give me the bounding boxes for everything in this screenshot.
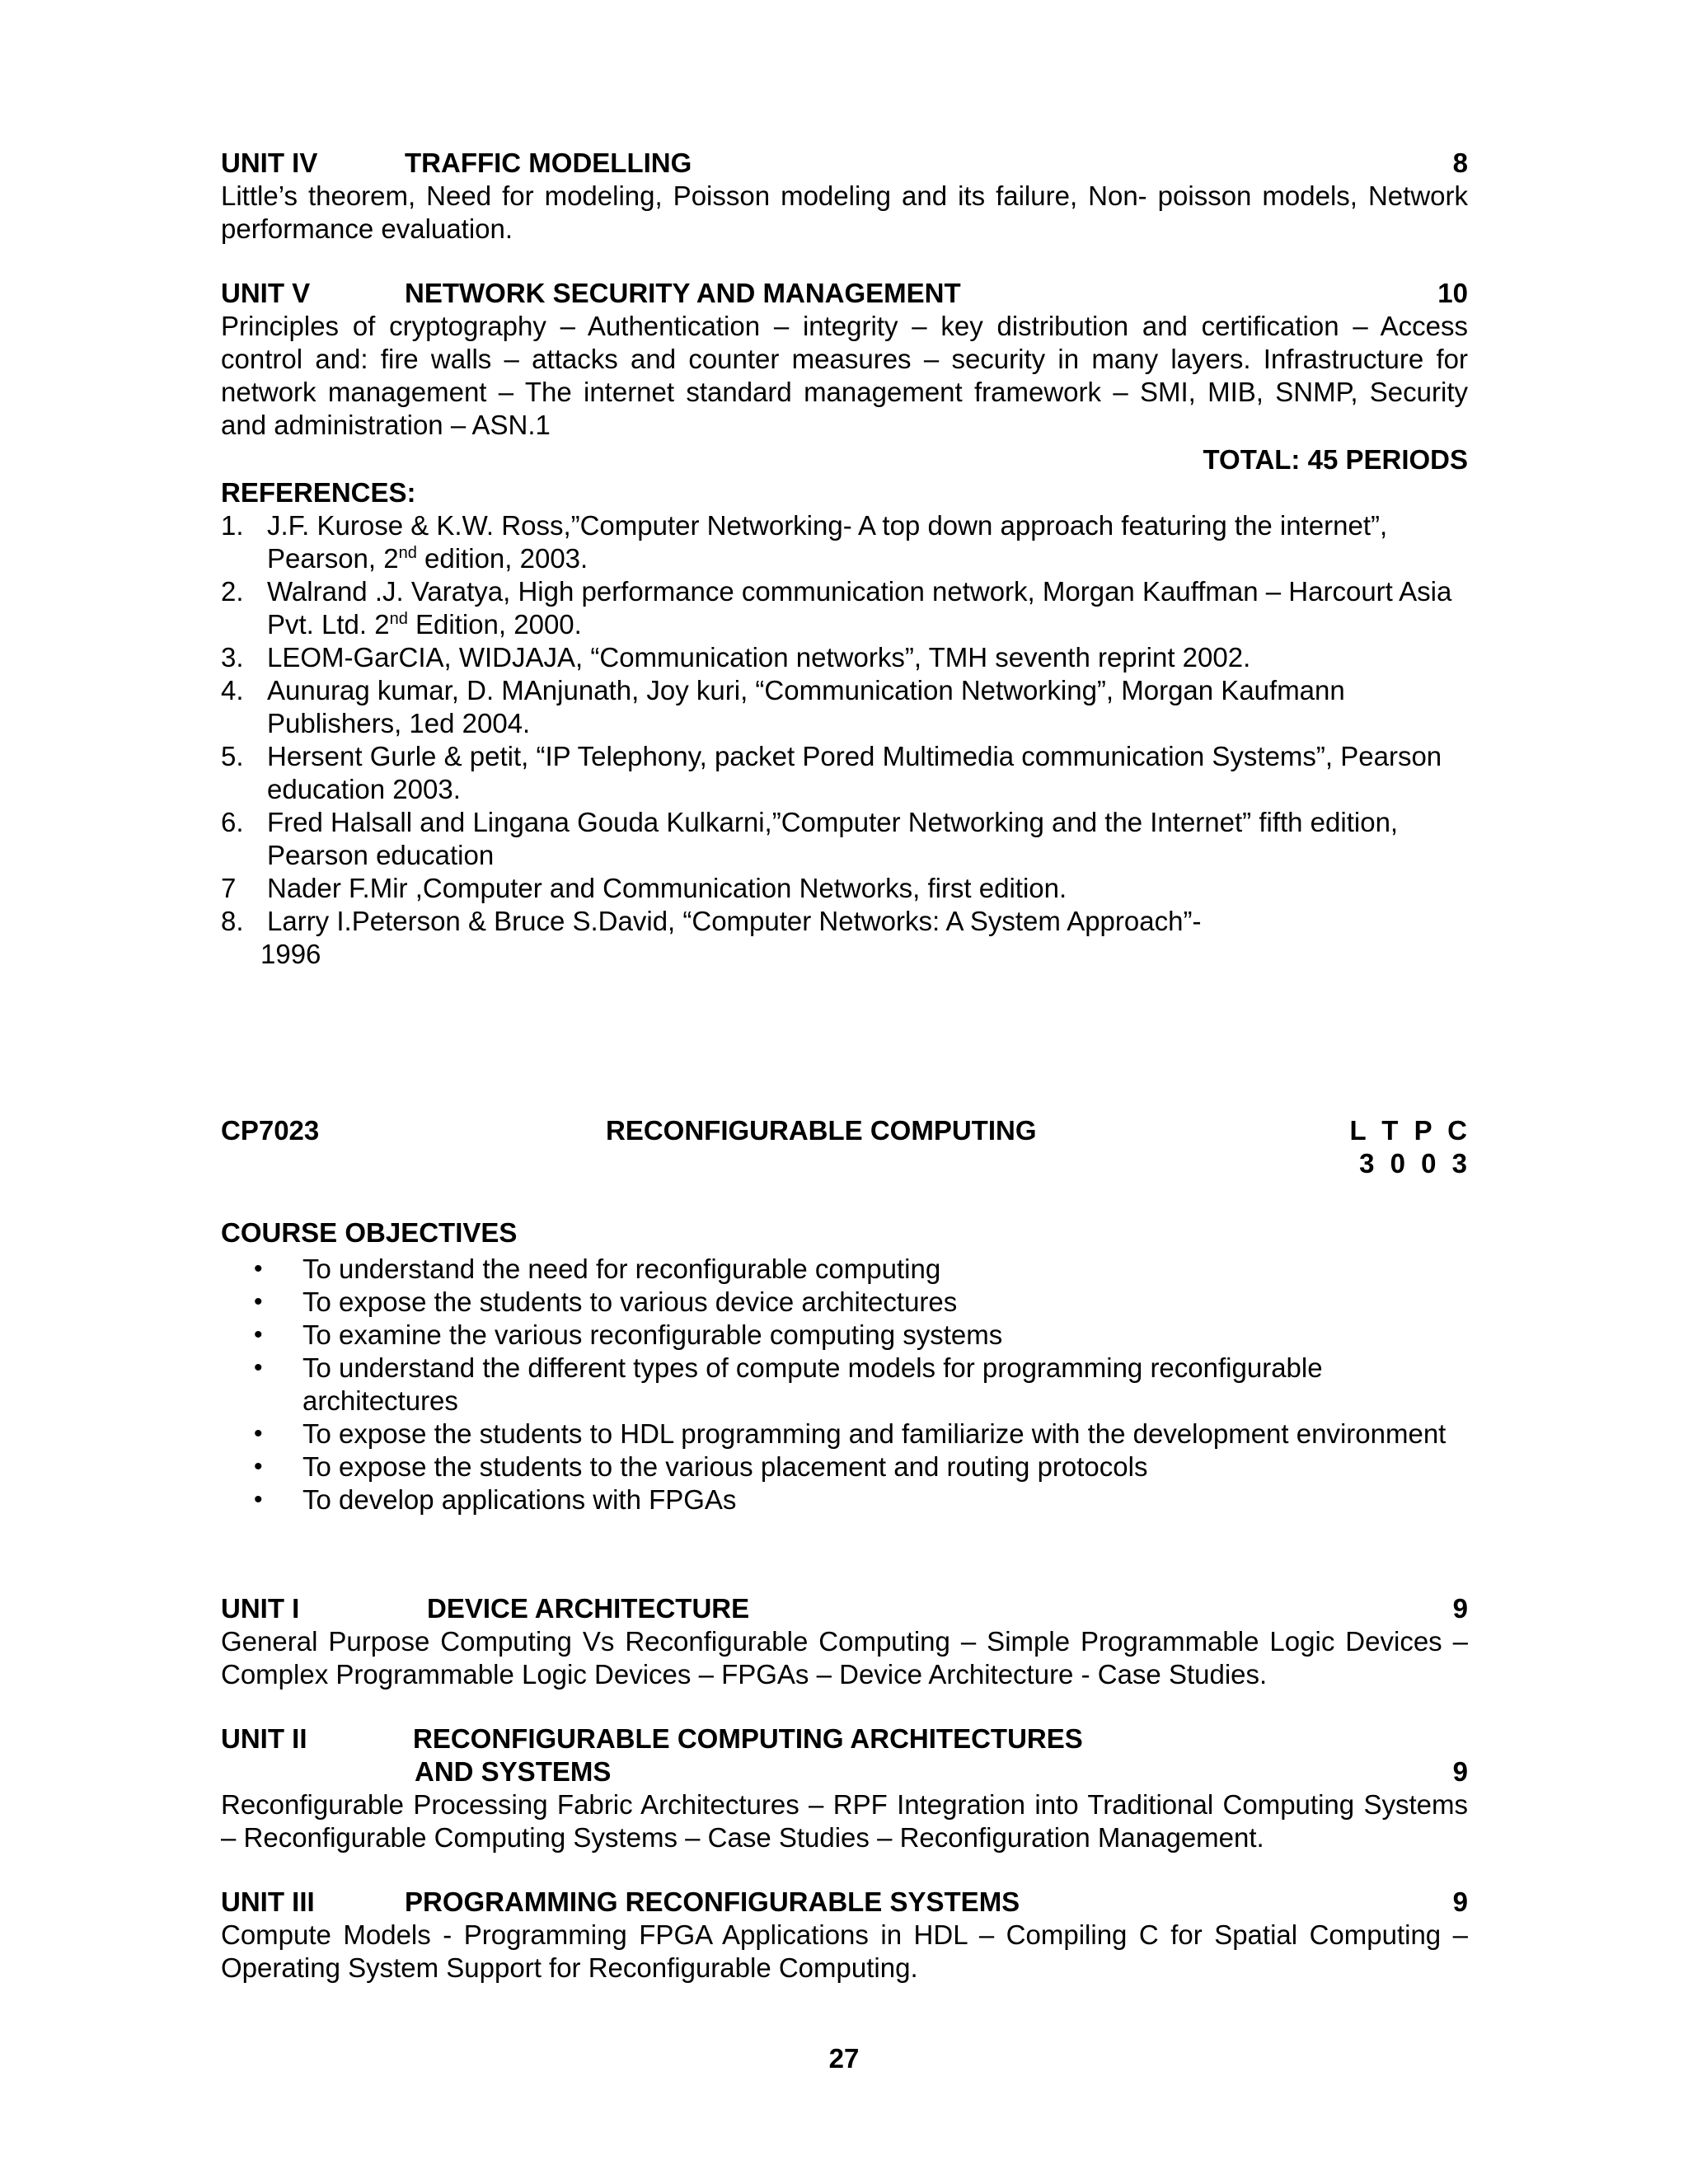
reference-number: 6. xyxy=(221,807,244,837)
unit2-heading xyxy=(221,1722,1468,1755)
unit3-body: Compute Models - Programming FPGA Applications in HDL – Compiling C for Spatial Computing – Operating System Support for Reconfigurable Computing. xyxy=(221,1919,1468,1983)
unit3-label: UNIT III xyxy=(221,1886,315,1917)
unit5-label: UNIT V xyxy=(221,278,311,308)
objective-item: • To understand the need for reconfigurable computing xyxy=(221,1253,1468,1286)
reference-text xyxy=(267,740,1468,806)
reference-text xyxy=(267,641,1468,674)
objective-item: • To expose the students to HDL programming and familiarize with the development environment xyxy=(221,1418,1468,1451)
reference-text xyxy=(267,575,1468,641)
unit2-label: UNIT II xyxy=(221,1723,307,1754)
reference-item xyxy=(221,905,1468,971)
objective-item: • To develop applications with FPGAs xyxy=(221,1483,1468,1516)
reference-item xyxy=(221,674,1468,740)
reference-item xyxy=(221,740,1468,806)
course-title: RECONFIGURABLE COMPUTING xyxy=(606,1115,1037,1146)
reference-item xyxy=(221,806,1468,872)
ltpc-header: L T P C xyxy=(1349,1115,1468,1146)
reference-number: 5. xyxy=(221,741,244,771)
unit2-section xyxy=(221,1722,1468,1854)
references-list xyxy=(221,509,1468,971)
unit4-section xyxy=(221,147,1468,246)
reference-year: 1996 xyxy=(260,939,321,969)
ltpc-values: 3 0 0 3 xyxy=(1359,1148,1468,1179)
reference-text-end: edition, 2003. xyxy=(416,543,588,574)
unit5-hours: 10 xyxy=(1437,278,1468,308)
reference-superscript: nd xyxy=(398,544,417,562)
unit1-body: General Purpose Computing Vs Reconfigurable Computing – Simple Programmable Logic Devices – Complex Programmable Logic Devices – FPGAs – Device Architecture - Case Studies. xyxy=(221,1626,1468,1690)
reference-text-main: J.F. Kurose & K.W. Ross,”Computer Networking- A top down approach featuring the internet”, Pearson, 2 xyxy=(267,510,1388,574)
reference-item xyxy=(221,575,1468,641)
unit4-label: UNIT IV xyxy=(221,148,318,178)
unit4-heading xyxy=(221,147,1468,180)
reference-item xyxy=(221,872,1468,905)
course-code: CP7023 xyxy=(221,1115,320,1146)
unit4-hours: 8 xyxy=(1452,148,1468,178)
objectives-heading: COURSE OBJECTIVES xyxy=(221,1217,518,1248)
objective-item: • To examine the various reconfigurable computing systems xyxy=(221,1319,1468,1352)
objectives-section xyxy=(221,1216,1468,1516)
unit2-body: Reconfigurable Processing Fabric Architectures – RPF Integration into Traditional Computing Systems – Reconfigurable Computing Systems – Case Studies – Reconfiguration Management. xyxy=(221,1789,1468,1853)
reference-text xyxy=(267,905,1468,938)
unit1-hours: 9 xyxy=(1452,1593,1468,1624)
unit3-hours: 9 xyxy=(1452,1886,1468,1917)
references-heading: REFERENCES: xyxy=(221,477,416,508)
reference-text xyxy=(267,674,1468,740)
references-section xyxy=(221,476,1468,971)
unit1-title: DEVICE ARCHITECTURE xyxy=(427,1593,750,1624)
reference-text-main: Hersent Gurle & petit, “IP Telephony, packet Pored Multimedia communication Systems”, Pearson education 2003. xyxy=(267,741,1442,804)
reference-item xyxy=(221,641,1468,674)
reference-text-main: Aunurag kumar, D. MAnjunath, Joy kuri, “Communication Networking”, Morgan Kaufmann Publishers, 1ed 2004. xyxy=(267,675,1345,738)
reference-text xyxy=(267,872,1468,905)
reference-text xyxy=(267,509,1468,575)
unit3-title: PROGRAMMING RECONFIGURABLE SYSTEMS xyxy=(405,1886,1020,1917)
objectives-list xyxy=(221,1253,1468,1516)
unit3-section xyxy=(221,1886,1468,1985)
unit2-title-line2: AND SYSTEMS xyxy=(415,1756,612,1787)
unit1-section xyxy=(221,1592,1468,1691)
reference-text-end: Edition, 2000. xyxy=(407,609,582,640)
unit5-section xyxy=(221,277,1468,442)
objective-item: • To understand the different types of compute models for programming reconfigurable architectures xyxy=(221,1352,1468,1418)
unit2-hours: 9 xyxy=(1452,1756,1468,1787)
reference-text-main: Larry I.Peterson & Bruce S.David, “Computer Networks: A System Approach”- xyxy=(267,906,1202,936)
unit3-heading xyxy=(221,1886,1468,1919)
reference-text-main: LEOM-GarCIA, WIDJAJA, “Communication networks”, TMH seventh reprint 2002. xyxy=(267,642,1251,673)
total-periods: TOTAL: 45 PERIODS xyxy=(1203,444,1468,475)
objective-item: • To expose the students to the various placement and routing protocols xyxy=(221,1451,1468,1483)
ltpc-block xyxy=(1350,1114,1468,1180)
reference-text-main: Walrand .J. Varatya, High performance communication network, Morgan Kauffman – Harcourt Asia Pvt. Ltd. 2 xyxy=(267,576,1452,640)
unit5-title: NETWORK SECURITY AND MANAGEMENT xyxy=(405,278,961,308)
reference-number: 7 xyxy=(221,873,237,903)
reference-number: 8. xyxy=(221,906,244,936)
reference-number: 3. xyxy=(221,642,244,673)
unit5-heading xyxy=(221,277,1468,310)
reference-number: 1. xyxy=(221,510,244,541)
reference-text-main: Nader F.Mir ,Computer and Communication Networks, first edition. xyxy=(267,873,1067,903)
unit1-label: UNIT I xyxy=(221,1593,300,1624)
reference-number: 2. xyxy=(221,576,244,607)
unit5-body: Principles of cryptography – Authentication – integrity – key distribution and certification – Access control and: fire walls – attacks and counter measures – security in many layers. Infrastructure for network management – The internet standard management framework – SMI, MIB, SNMP, Security and administration – ASN.1 xyxy=(221,311,1468,440)
reference-text-main: Fred Halsall and Lingana Gouda Kulkarni,”Computer Networking and the Internet” fifth edition, Pearson education xyxy=(267,807,1399,870)
unit4-title: TRAFFIC MODELLING xyxy=(405,148,692,178)
unit1-heading xyxy=(221,1592,1468,1625)
page-number: 27 xyxy=(828,2043,860,2074)
reference-number: 4. xyxy=(221,675,244,705)
reference-text xyxy=(267,806,1468,872)
unit4-body: Little’s theorem, Need for modeling, Poisson modeling and its failure, Non- poisson models, Network performance evaluation. xyxy=(221,180,1468,244)
course-header xyxy=(221,1114,1468,1180)
objective-item: • To expose the students to various device architectures xyxy=(221,1286,1468,1319)
reference-item xyxy=(221,509,1468,575)
reference-superscript: nd xyxy=(389,610,408,628)
unit2-title-line1: RECONFIGURABLE COMPUTING ARCHITECTURES xyxy=(413,1723,1083,1754)
unit2-heading-line2 xyxy=(221,1755,1468,1788)
